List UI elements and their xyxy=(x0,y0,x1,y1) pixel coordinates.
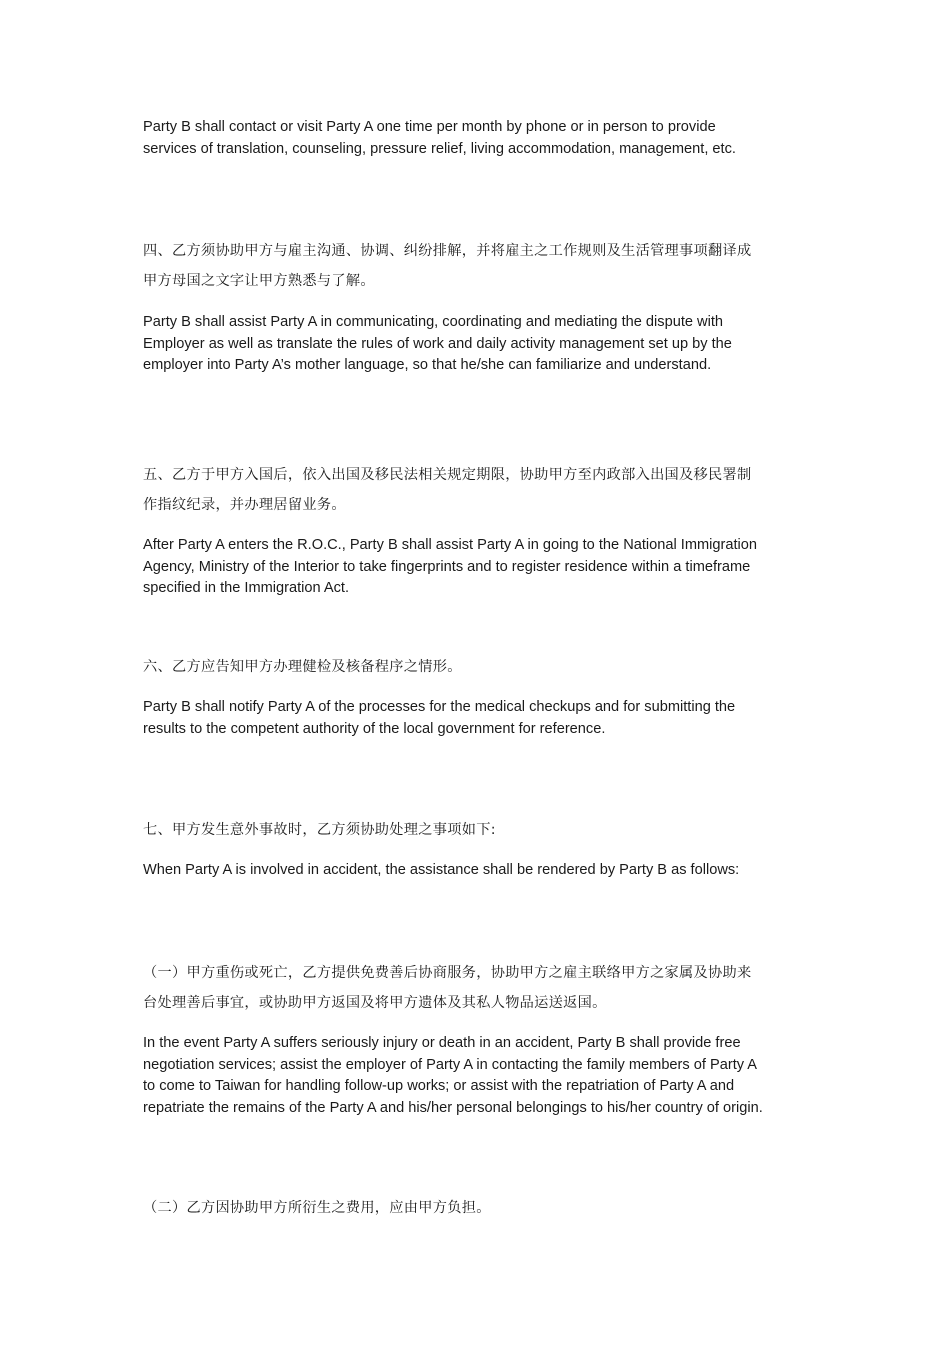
section-5-zh: 五、乙方于甲方入国后，依入出国及移民法相关规定期限，协助甲方至内政部入出国及移民署制作指纹纪录，并办理居留业务。 xyxy=(143,467,752,513)
section-7-1-zh: （一）甲方重伤或死亡，乙方提供免费善后协商服务，协助甲方之雇主联络甲方之家属及协助来台处理善后事宜，或协助甲方返国及将甲方遗体及其私人物品运送返国。 xyxy=(143,965,752,1011)
section-6-en: Party B shall notify Party A of the processes for the medical checkups and for submitting the results to the competent authority of the local government for reference. xyxy=(143,699,736,737)
section-7-1-en: In the event Party A suffers seriously injury or death in an accident, Party B shall provide free negotiation services; assist the employer of Party A in contacting the family members of Party A to come to Taiwan for handling follow-up works; or assist with the repatriation of Party A and repatriate the remains of the Party A and his/her personal belongings to his/her country of origin. xyxy=(143,1035,763,1116)
paragraph-services-en: Party B shall contact or visit Party A one time per month by phone or in person to provide services of translation, counseling, pressure relief, living accommodation, management, etc. xyxy=(143,119,736,157)
section-7-zh: 七、甲方发生意外事故时，乙方须协助处理之事项如下: xyxy=(143,822,496,838)
section-7-2-zh: （二）乙方因协助甲方所衍生之费用，应由甲方负担。 xyxy=(143,1200,491,1216)
section-4-en: Party B shall assist Party A in communicating, coordinating and mediating the dispute with Employer as well as translate the rules of work and daily activity management set up by the employer into Party A’s mother language, so that he/she can familiarize and understand. xyxy=(143,314,732,373)
section-4-zh: 四、乙方须协助甲方与雇主沟通、协调、纠纷排解，并将雇主之工作规则及生活管理事项翻译成甲方母国之文字让甲方熟悉与了解。 xyxy=(143,243,752,289)
section-7-en: When Party A is involved in accident, the assistance shall be rendered by Party B as follows: xyxy=(143,862,740,878)
section-6-zh: 六、乙方应告知甲方办理健检及核备程序之情形。 xyxy=(143,659,462,675)
section-5-en: After Party A enters the R.O.C., Party B shall assist Party A in going to the National Immigration Agency, Ministry of the Interior to take fingerprints and to register residence within a timeframe specified in the Immigration Act. xyxy=(143,537,758,596)
